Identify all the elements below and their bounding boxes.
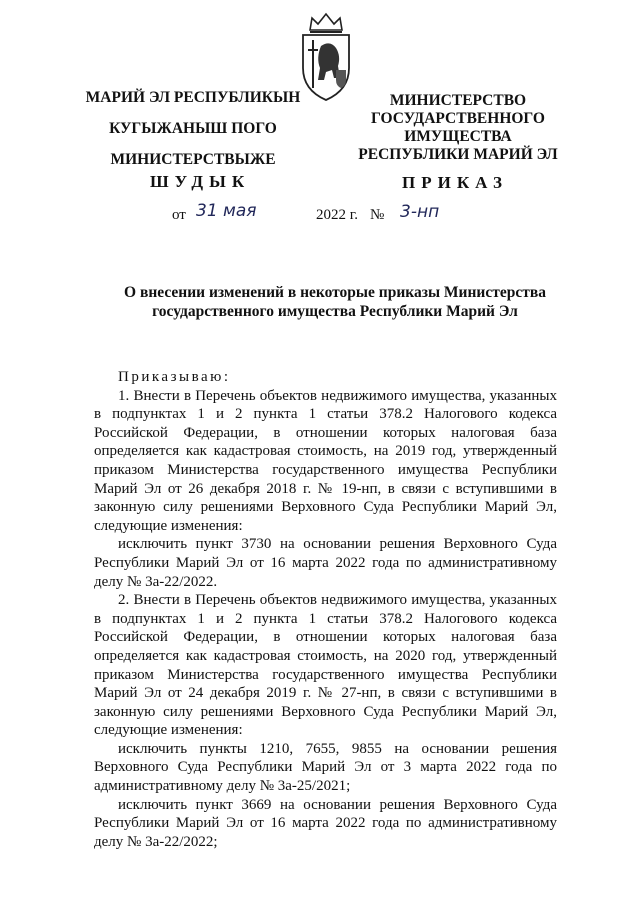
- header-right-line-2: ГОСУДАРСТВЕННОГО: [371, 110, 545, 127]
- order-title: [95, 283, 575, 321]
- header-left-line-1: МАРИЙ ЭЛ РЕСПУБЛИКЫН: [85, 89, 301, 106]
- date-prefix: от: [172, 207, 186, 223]
- doc-type-mari: ШУДЫК: [150, 172, 251, 191]
- header-right-line-3: ИМУЩЕСТВА: [404, 128, 512, 145]
- header-right-russian: [340, 92, 576, 164]
- body-paragraph-1: 1. Внести в Перечень объектов недвижимого имущества, указанных в подпунктах 1 и 2 пункта 1 статьи 378.2 Налогового кодекса Российской Федерации, в отношении которых налоговая база определяется как кадастровая стоимость, на 2019 год, утвержденный приказом Министерства государственного имущества Республики Марий Эл от 26 декабря 2018 г. № 19-нп, в связи с вступившими в законную силу решениями Верховного Суда Республики Марий Эл, следующие изменения:: [94, 387, 557, 534]
- title-line-2: государственного имущества Республики Марий Эл: [152, 303, 518, 320]
- order-body: [94, 368, 557, 851]
- body-paragraph-4: исключить пункты 1210, 7655, 9855 на основании решения Верховного Суда Республики Марий Эл от 3 марта 2022 года по административному делу № 3а-25/2021;: [94, 740, 557, 795]
- number-sign: №: [370, 207, 385, 223]
- body-paragraph-3: 2. Внести в Перечень объектов недвижимого имущества, указанных в подпунктах 1 и 2 пункта 1 статьи 378.2 Налогового кодекса Российской Федерации, в отношении которых налоговая база определяется как кадастровая стоимость, на 2020 год, утвержденный приказом Министерства государственного имущества Республики Марий Эл от 24 декабря 2019 г. № 27-нп, в связи с вступившими в законную силу решениями Верховного Суда Республики Марий Эл, следующие изменения:: [94, 592, 557, 739]
- doc-type-russian: ПРИКАЗ: [402, 173, 508, 192]
- date-year: 2022 г.: [316, 207, 358, 223]
- date-handwritten: 31 мая: [196, 201, 257, 221]
- header-right-line-1: МИНИСТЕРСТВО: [389, 92, 527, 109]
- title-line-1: О внесении изменений в некоторые приказы Министерства: [124, 284, 546, 301]
- body-paragraph-2: исключить пункт 3730 на основании решения Верховного Суда Республики Марий Эл от 16 марта 2022 года по административному делу № 3а-22/2022.: [94, 536, 557, 590]
- order-number-handwritten: 3-нп: [400, 202, 440, 222]
- header-left-mari: [68, 88, 318, 181]
- body-lead: Приказываю:: [118, 369, 231, 385]
- header-left-line-2: КУГЫЖАНЫШ ПОГО: [109, 120, 277, 137]
- body-paragraph-5: исключить пункт 3669 на основании решения Верховного Суда Республики Марий Эл от 16 марта 2022 года по административному делу № 3а-22/2022;: [94, 796, 557, 850]
- header-left-line-3: МИНИСТЕРСТВЫЖЕ: [110, 151, 276, 168]
- header-right-line-4: РЕСПУБЛИКИ МАРИЙ ЭЛ: [358, 146, 558, 163]
